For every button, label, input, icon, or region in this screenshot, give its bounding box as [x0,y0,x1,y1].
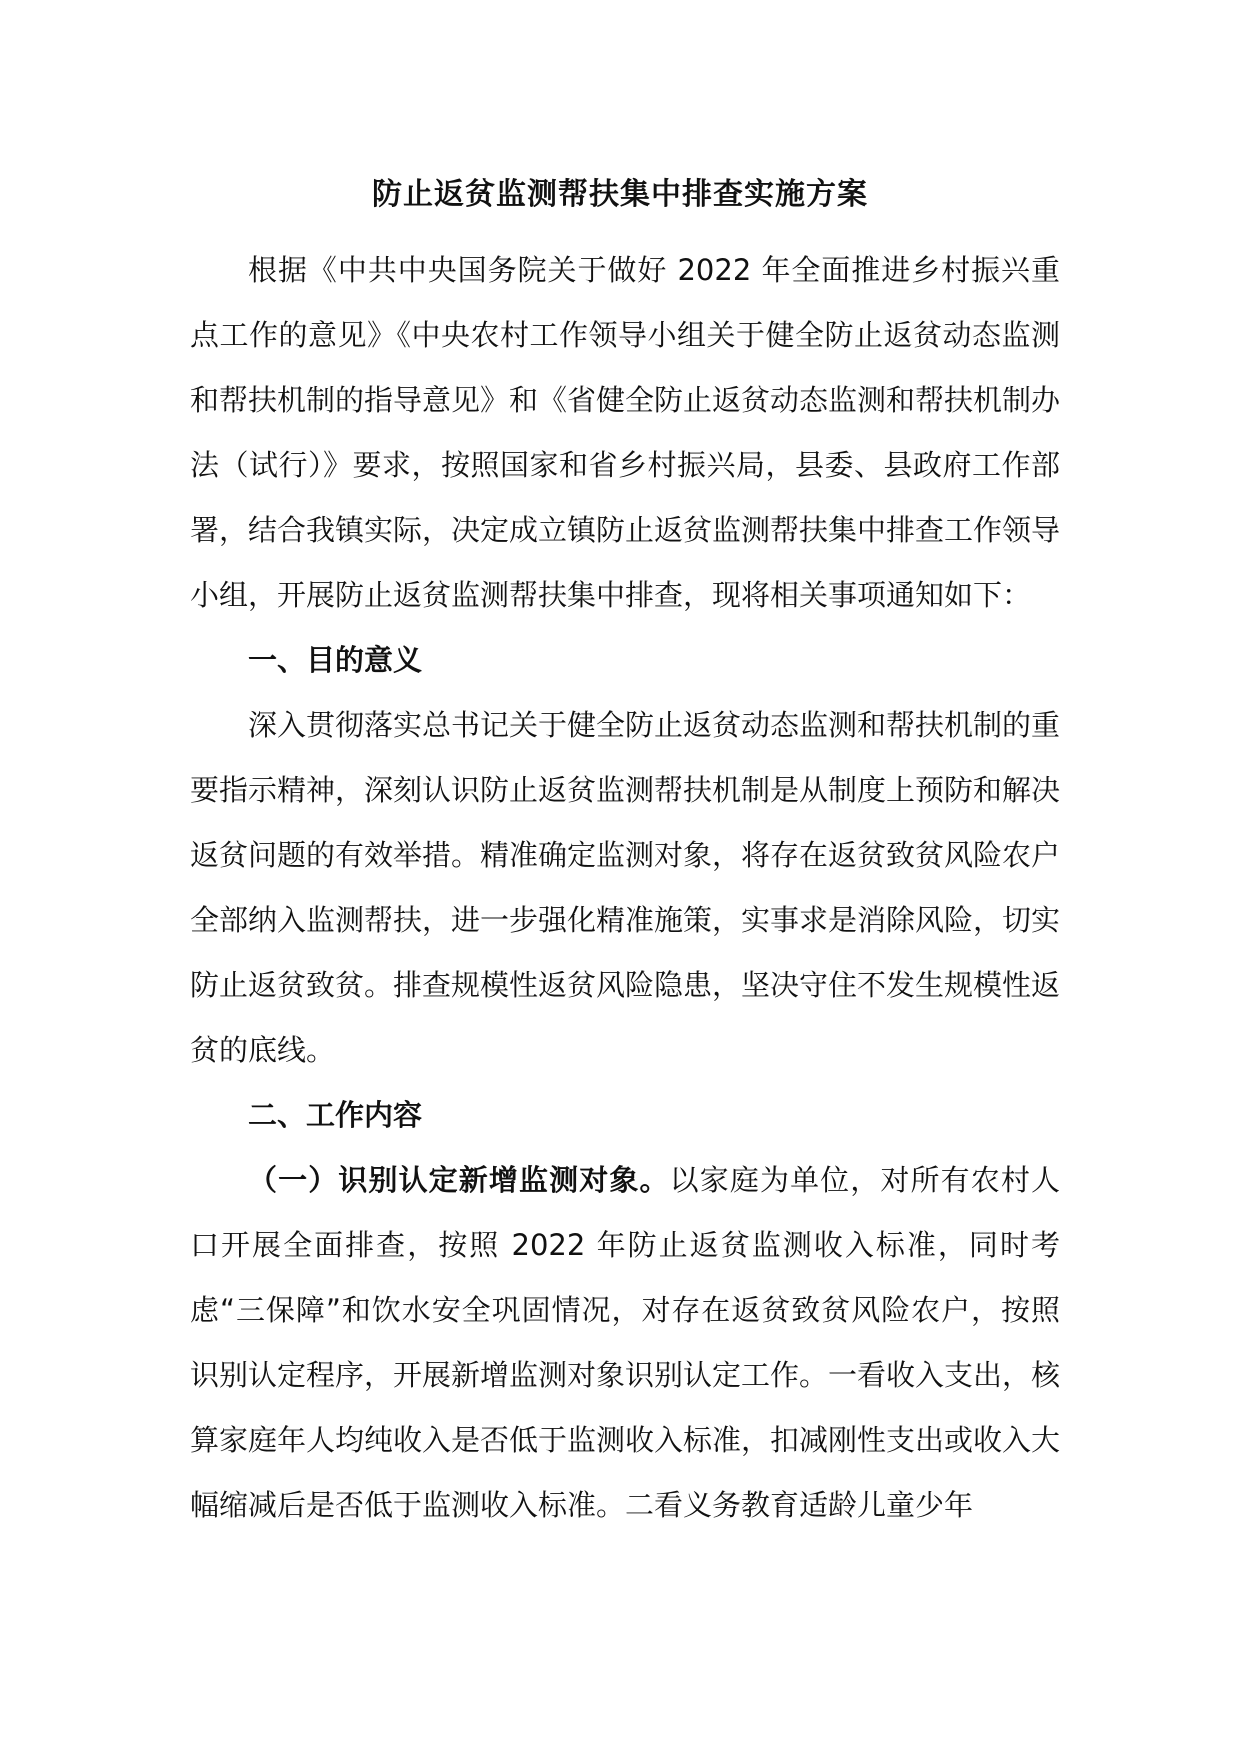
intro-paragraph: 根据《中共中央国务院关于做好 2022 年全面推进乡村振兴重点工作的意见》《中央农村工作领导小组关于健全防止返贫动态监测和帮扶机制的指导意见》和《省健全防止返贫动态监测和帮扶机制办法（试行）》要求，按照国家和省乡村振兴局，县委、县政府工作部署，结合我镇实际，决定成立镇防止返贫监测帮扶集中排查工作领导小组，开展防止返贫监测帮扶集中排查，现将相关事项通知如下： [190,253,1061,612]
section-heading-purpose: 一、目的意义 [248,643,423,677]
document-body [190,238,1060,1538]
work-item-1-lead: （一）识别认定新增监测对象。 [248,1163,670,1197]
document-title: 防止返贫监测帮扶集中排查实施方案 [372,177,868,212]
work-item-1-text: 以家庭为单位，对所有农村人口开展全面排查，按照 2022 年防止返贫监测收入标准，同时考虑“三保障”和饮水安全巩固情况，对存在返贫致贫风险农户，按照识别认定程序，开展新增监测对象识别认定工作。一看收入支出，核算家庭年人均纯收入是否低于监测收入标准，扣减刚性支出或收入大幅缩减后是否低于监测收入标准。二看义务教育适龄儿童少年 [190,1163,1061,1522]
work-item-1-paragraph [190,1148,1060,1538]
purpose-paragraph: 深入贯彻落实总书记关于健全防止返贫动态监测和帮扶机制的重要指示精神，深刻认识防止返贫监测帮扶机制是从制度上预防和解决返贫问题的有效举措。精准确定监测对象，将存在返贫致贫风险农户全部纳入监测帮扶，进一步强化精准施策，实事求是消除风险，切实防止返贫致贫。排查规模性返贫风险隐患，坚决守住不发生规模性返贫的底线。 [190,708,1061,1067]
section-heading-work-content: 二、工作内容 [248,1098,423,1132]
